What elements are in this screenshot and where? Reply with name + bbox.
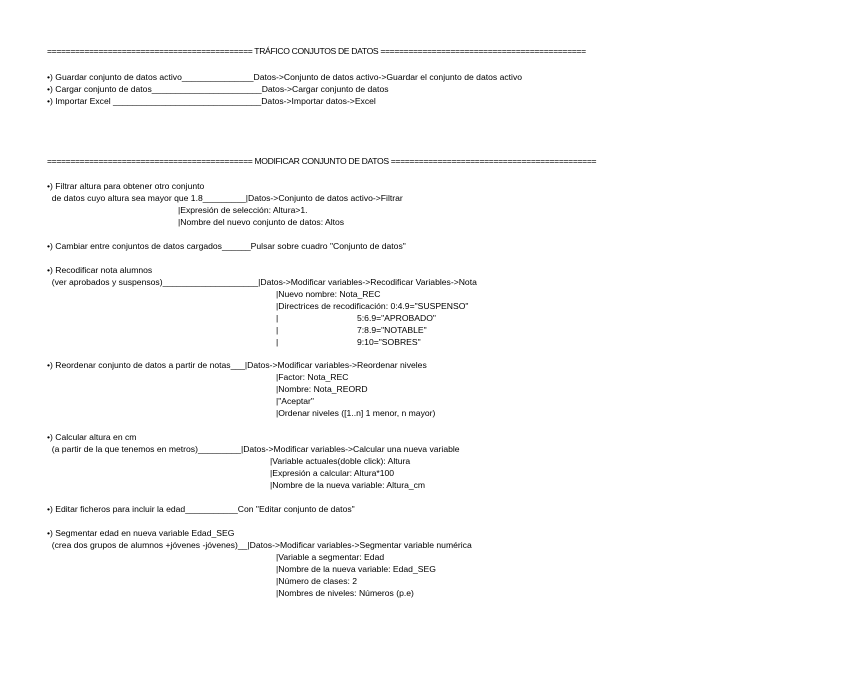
item-reorder-accept: |"Aceptar" xyxy=(276,396,314,406)
item-recode-aprobado: 5:6.9="APROBADO" xyxy=(357,313,436,323)
item-recode-directives: |Directrices de recodificación: 0:4.9="SUSPENSO" xyxy=(276,301,469,311)
item-recode-bar-2: | xyxy=(276,325,279,335)
item-segment-variable: |Variable a segmentar: Edad xyxy=(276,552,385,562)
item-filter-path: de datos cuyo altura sea mayor que 1.8_________|Datos->Conjunto de datos activo->Filtrar xyxy=(47,193,403,203)
item-segment-title: •) Segmentar edad en nueva variable Edad_SEG xyxy=(47,528,235,538)
item-height-newname: |Nombre de la nueva variable: Altura_cm xyxy=(270,480,426,490)
item-recode-notable: 7:8.9="NOTABLE" xyxy=(357,325,427,335)
item-reorder-levels: |Ordenar niveles ([1..n] 1 menor, n mayor) xyxy=(276,408,436,418)
item-recode-path: (ver aprobados y suspensos)____________________|Datos->Modificar variables->Recodificar Variables->Nota xyxy=(47,277,477,287)
item-edit-files: •) Editar ficheros para incluir la edad___________Con "Editar conjunto de datos" xyxy=(47,504,355,514)
item-recode-title: •) Recodificar nota alumnos xyxy=(47,265,153,275)
item-filter-expression: |Expresión de selección: Altura>1. xyxy=(178,205,308,215)
item-reorder-factor: |Factor: Nota_REC xyxy=(276,372,349,382)
item-height-expression: |Expresión a calcular: Altura*100 xyxy=(270,468,395,478)
item-height-variable: |Variable actuales(doble click): Altura xyxy=(270,456,411,466)
item-filter-newname: |Nombre del nuevo conjunto de datos: Altos xyxy=(178,217,345,227)
section-header-modify: ============================================ MODIFICAR CONJUNTO DE DATOS ============================================ xyxy=(47,156,597,166)
item-filter-title: •) Filtrar altura para obtener otro conjunto xyxy=(47,181,205,191)
item-recode-bar-3: | xyxy=(276,337,279,347)
item-switch-datasets: •) Cambiar entre conjuntos de datos cargados______Pulsar sobre cuadro "Conjunto de datos" xyxy=(47,241,406,251)
item-segment-classes: |Número de clases: 2 xyxy=(276,576,358,586)
item-reorder-path: •) Reordenar conjunto de datos a partir de notas___|Datos->Modificar variables->Reordenar niveles xyxy=(47,360,427,370)
item-segment-path: (crea dos grupos de alumnos +jóvenes -jóvenes)__|Datos->Modificar variables->Segmentar variable numérica xyxy=(47,540,472,550)
item-import-excel: •) Importar Excel _______________________________Datos->Importar datos->Excel xyxy=(47,96,376,106)
item-height-title: •) Calcular altura en cm xyxy=(47,432,137,442)
item-segment-levelnames: |Nombres de niveles: Números (p.e) xyxy=(276,588,414,598)
item-height-path: (a partir de la que tenemos en metros)_________|Datos->Modificar variables->Calcular una nueva variable xyxy=(47,444,460,454)
item-reorder-name: |Nombre: Nota_REORD xyxy=(276,384,368,394)
item-recode-newname: |Nuevo nombre: Nota_REC xyxy=(276,289,381,299)
section-header-transfer: ============================================ TRÁFICO CONJUTOS DE DATOS ============================================ xyxy=(47,46,586,56)
item-load-dataset: •) Cargar conjunto de datos_______________________Datos->Cargar conjunto de datos xyxy=(47,84,389,94)
item-recode-bar-1: | xyxy=(276,313,279,323)
item-segment-newname: |Nombre de la nueva variable: Edad_SEG xyxy=(276,564,436,574)
item-recode-sobres: 9:10="SOBRES" xyxy=(357,337,421,347)
item-save-dataset: •) Guardar conjunto de datos activo_______________Datos->Conjunto de datos activo->Guardar el conjunto de datos activo xyxy=(47,72,523,82)
